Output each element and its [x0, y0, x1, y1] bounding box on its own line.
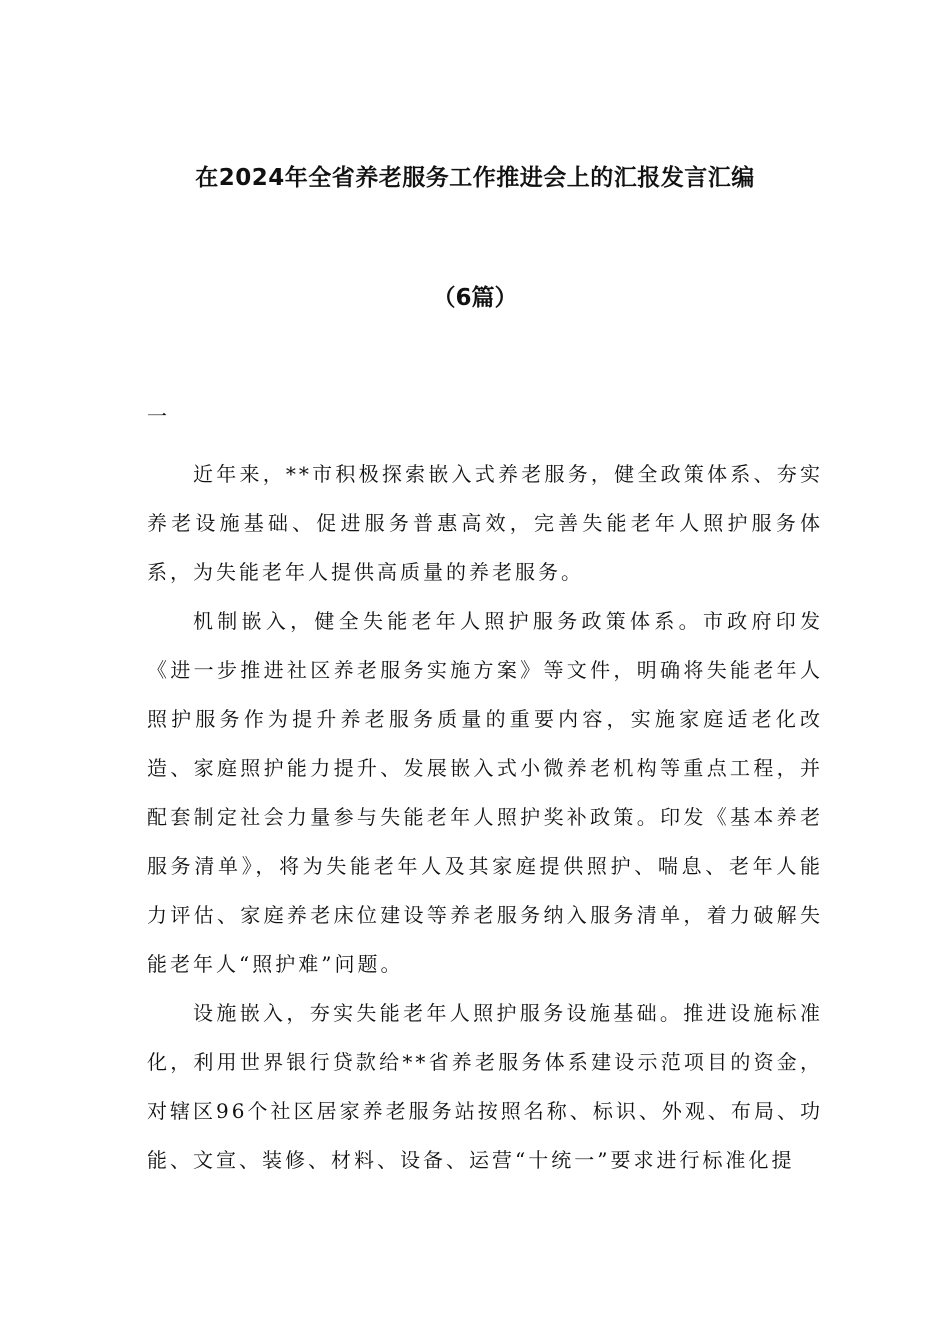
paragraph: 设施嵌入，夯实失能老年人照护服务设施基础。推进设施标准化，利用世界银行贷款给**省养老服务体系建设示范项目的资金，对辖区96个社区居家养老服务站按照名称、标识、外观、布局、功能、文宣、装修、材料、设备、运营“十统一”要求进行标准化提	[147, 1001, 823, 1172]
document-body	[147, 450, 823, 1185]
paragraph: 近年来，**市积极探索嵌入式养老服务，健全政策体系、夯实养老设施基础、促进服务普惠高效，完善失能老年人照护服务体系，为失能老年人提供高质量的养老服务。	[147, 462, 823, 584]
paragraph: 机制嵌入，健全失能老年人照护服务政策体系。市政府印发《进一步推进社区养老服务实施方案》等文件，明确将失能老年人照护服务作为提升养老服务质量的重要内容，实施家庭适老化改造、家庭照护能力提升、发展嵌入式小微养老机构等重点工程，并配套制定社会力量参与失能老年人照护奖补政策。印发《基本养老服务清单》，将为失能老年人及其家庭提供照护、喘息、老年人能力评估、家庭养老床位建设等养老服务纳入服务清单，着力破解失能老年人“照护难”问题。	[147, 609, 823, 976]
document-subtitle: （6篇）	[432, 285, 518, 311]
document-title: 在2024年全省养老服务工作推进会上的汇报发言汇编	[195, 165, 755, 191]
section-number: 一	[147, 404, 167, 428]
